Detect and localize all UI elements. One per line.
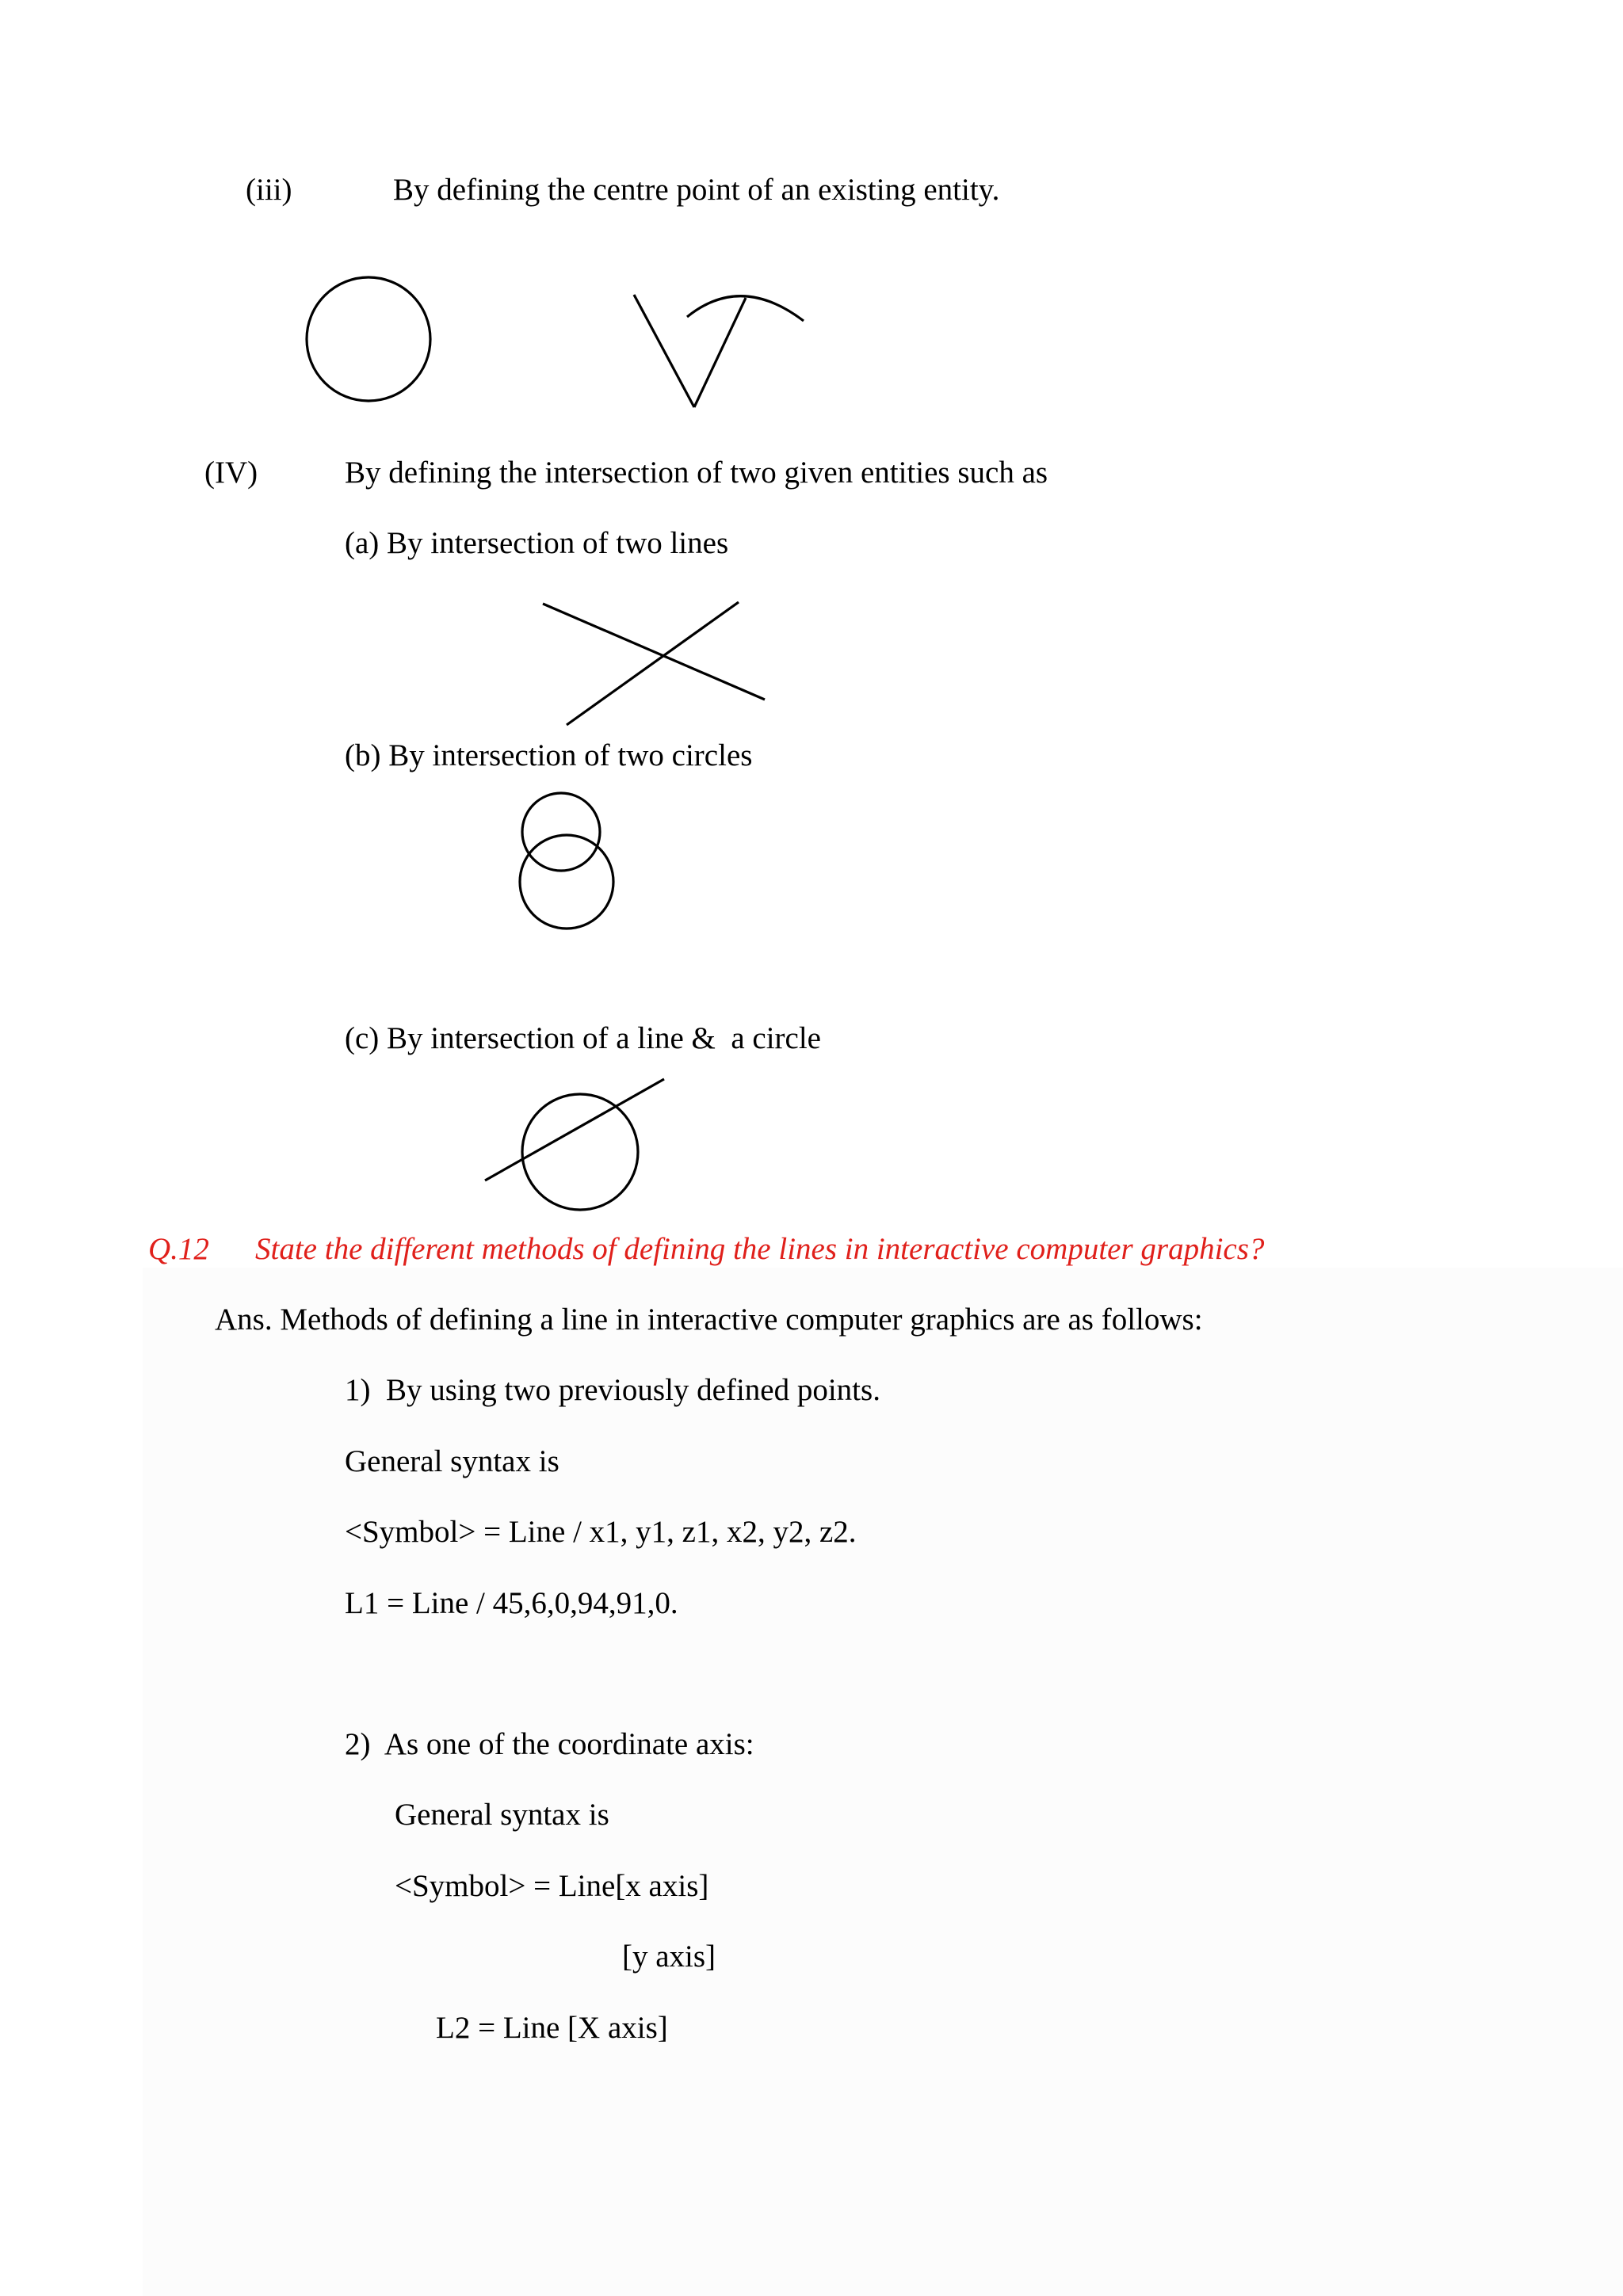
upper-circle bbox=[522, 793, 600, 871]
figure-arc-centre bbox=[626, 285, 816, 420]
method-1-syntax-label: General syntax is bbox=[345, 1444, 559, 1478]
item-a-label: (a) By intersection of two lines bbox=[345, 526, 729, 560]
method-2-syntax-label: General syntax is bbox=[395, 1798, 609, 1832]
method-1-heading: 1) By using two previously defined points. bbox=[345, 1373, 880, 1407]
page-background-shade bbox=[143, 1268, 1623, 2296]
method-1-example: L1 = Line / 45,6,0,94,91,0. bbox=[345, 1586, 678, 1620]
lower-circle bbox=[520, 835, 613, 929]
figure-line-circle bbox=[475, 1070, 682, 1228]
item-b-label: (b) By intersection of two circles bbox=[345, 738, 753, 772]
item-c-label: (c) By intersection of a line & a circle bbox=[345, 1021, 821, 1055]
question-text: State the different methods of defining the lines in interactive computer graphics? bbox=[255, 1232, 1265, 1266]
method-2-syntax-alt: [y axis] bbox=[622, 1939, 716, 1974]
figure-two-lines bbox=[531, 594, 769, 737]
figure-two-circles bbox=[507, 784, 634, 943]
section-iv-number: (IV) bbox=[204, 456, 258, 490]
intersect-circle bbox=[522, 1094, 638, 1210]
method-1-syntax: <Symbol> = Line / x1, y1, z1, x2, y2, z2. bbox=[345, 1515, 857, 1549]
section-iii-number: (iii) bbox=[246, 173, 292, 207]
arc-radius-right bbox=[694, 298, 746, 407]
section-iv-text: By defining the intersection of two given entities such as bbox=[345, 456, 1048, 490]
method-2-syntax: <Symbol> = Line[x axis] bbox=[395, 1869, 709, 1903]
intersect-line-2 bbox=[567, 602, 739, 725]
intersect-line-1 bbox=[543, 604, 765, 700]
figure-circle-centre bbox=[301, 269, 444, 412]
method-2-example: L2 = Line [X axis] bbox=[436, 2011, 668, 2045]
arc-radius-left bbox=[634, 295, 694, 407]
answer-intro: Ans. Methods of defining a line in interactive computer graphics are as follows: bbox=[215, 1302, 1203, 1337]
method-2-heading: 2) As one of the coordinate axis: bbox=[345, 1727, 754, 1761]
section-iii-text: By defining the centre point of an existing entity. bbox=[393, 173, 1000, 207]
question-number: Q.12 bbox=[148, 1232, 209, 1266]
centre-circle bbox=[307, 277, 430, 401]
